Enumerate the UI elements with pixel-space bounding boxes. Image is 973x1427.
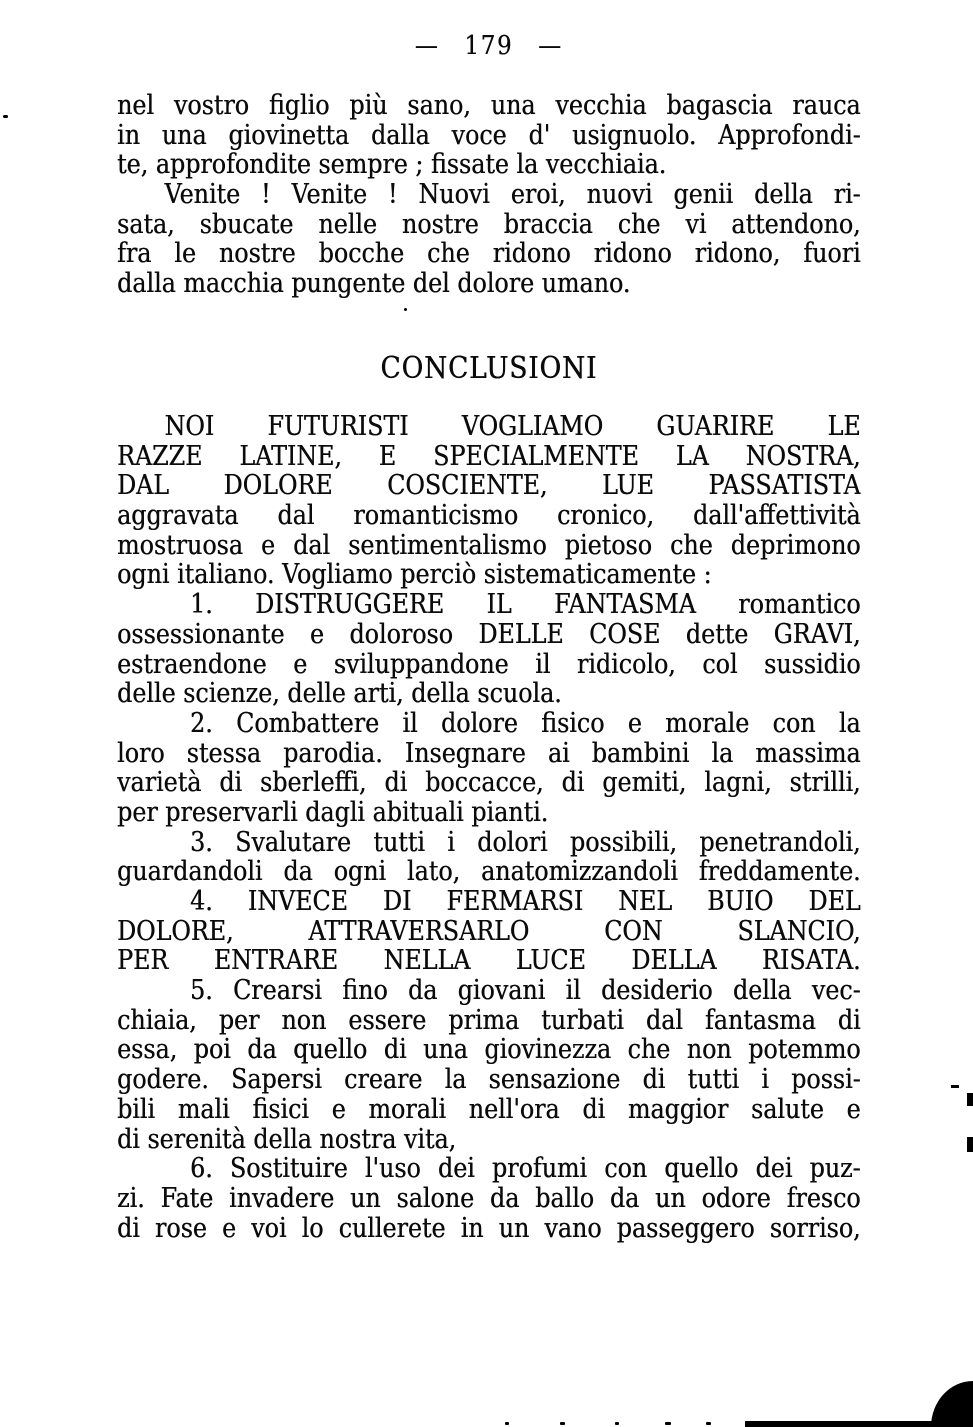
text-line: RAZZE LATINE, E SPECIALMENTE LA NOSTRA,	[117, 441, 861, 472]
text-line: delle scienze, delle arti, della scuola.	[117, 679, 562, 709]
ink-speck	[3, 115, 8, 118]
text-line: varietà di sberleffi, di boccacce, di gemiti, lagni, strilli,	[117, 768, 861, 798]
text-line: in una giovinetta dalla voce d' usignuolo. Approfondi-	[117, 120, 861, 151]
text-line: mostruosa e dal sentimentalismo pietoso che deprimono	[117, 530, 861, 561]
text-line: dalla macchia pungente del dolore umano.	[117, 269, 631, 299]
scan-shadow-speck	[665, 1422, 671, 1425]
scan-edge-mark	[967, 1137, 973, 1152]
text-line: Venite ! Venite ! Nuovi eroi, nuovi genii della ri-	[164, 180, 861, 210]
text-line: 5. Crearsi fino da giovani il desiderio della vec-	[190, 976, 861, 1006]
text-line: ogni italiano. Vogliamo perciò sistematicamente :	[117, 560, 712, 591]
text-line: ossessionante e doloroso DELLE COSE dette GRAVI,	[117, 619, 861, 650]
scan-shadow-speck	[505, 1422, 509, 1425]
text-line: 1. DISTRUGGERE IL FANTASMA romantico	[190, 590, 861, 620]
body-text-upper	[117, 91, 861, 299]
text-line: 6. Sostituire l'uso dei profumi con quello dei puz-	[190, 1154, 861, 1184]
text-line: guardandoli da ogni lato, anatomizzandoli freddamente.	[117, 857, 861, 887]
text-line: di serenità della nostra vita,	[117, 1124, 457, 1155]
text-line: 3. Svalutare tutti i dolori possibili, penetrandoli,	[190, 827, 861, 858]
scan-corner-shadow	[931, 1381, 973, 1427]
text-line: essa, poi da quello di una giovinezza che non potemmo	[117, 1035, 861, 1066]
scan-shadow-speck	[615, 1422, 619, 1425]
scan-edge-mark	[951, 1085, 959, 1088]
page-number: — 179 —	[414, 31, 563, 61]
body-text-lower	[117, 412, 861, 1243]
text-line: 4. INVECE DI FERMARSI NEL BUIO DEL	[190, 887, 861, 917]
ink-speck	[404, 308, 407, 311]
section-heading: CONCLUSIONI	[380, 351, 598, 386]
text-line: DAL DOLORE COSCIENTE, LUE PASSATISTA	[117, 471, 861, 502]
text-line: di rose e voi lo cullerete in un vano passeggero sorriso,	[117, 1213, 861, 1244]
text-line: te, approfondite sempre ; fissate la vecchiaia.	[117, 150, 667, 181]
text-line: NOI FUTURISTI VOGLIAMO GUARIRE LE	[164, 412, 861, 442]
text-line: godere. Sapersi creare la sensazione di tutti i possi-	[117, 1065, 861, 1095]
text-line: bili mali fisici e morali nell'ora di maggior salute e	[117, 1094, 861, 1125]
text-block	[117, 0, 861, 1427]
scan-shadow-speck	[560, 1422, 565, 1425]
text-line: chiaia, per non essere prima turbati dal fantasma di	[117, 1005, 861, 1036]
scan-edge-mark	[967, 1093, 973, 1106]
text-line: fra le nostre bocche che ridono ridono ridono, fuori	[117, 239, 861, 270]
text-line: estraendone e sviluppandone il ridicolo, col sussidio	[117, 649, 861, 680]
text-line: nel vostro figlio più sano, una vecchia bagascia rauca	[117, 91, 861, 121]
text-line: PER ENTRARE NELLA LUCE DELLA RISATA.	[117, 946, 861, 977]
scan-shadow-speck	[706, 1422, 711, 1425]
text-line: zi. Fate invadere un salone da ballo da un odore fresco	[117, 1183, 861, 1214]
text-line: aggravata dal romanticismo cronico, dall'affettività	[117, 501, 861, 531]
text-line: DOLORE, ATTRAVERSARLO CON SLANCIO,	[117, 916, 861, 947]
text-line: loro stessa parodia. Insegnare ai bambini la massima	[117, 738, 861, 769]
text-line: 2. Combattere il dolore fisico e morale con la	[190, 708, 861, 739]
text-line: sata, sbucate nelle nostre braccia che vi attendono,	[117, 209, 861, 240]
text-line: per preservarli dagli abituali pianti.	[117, 797, 549, 828]
